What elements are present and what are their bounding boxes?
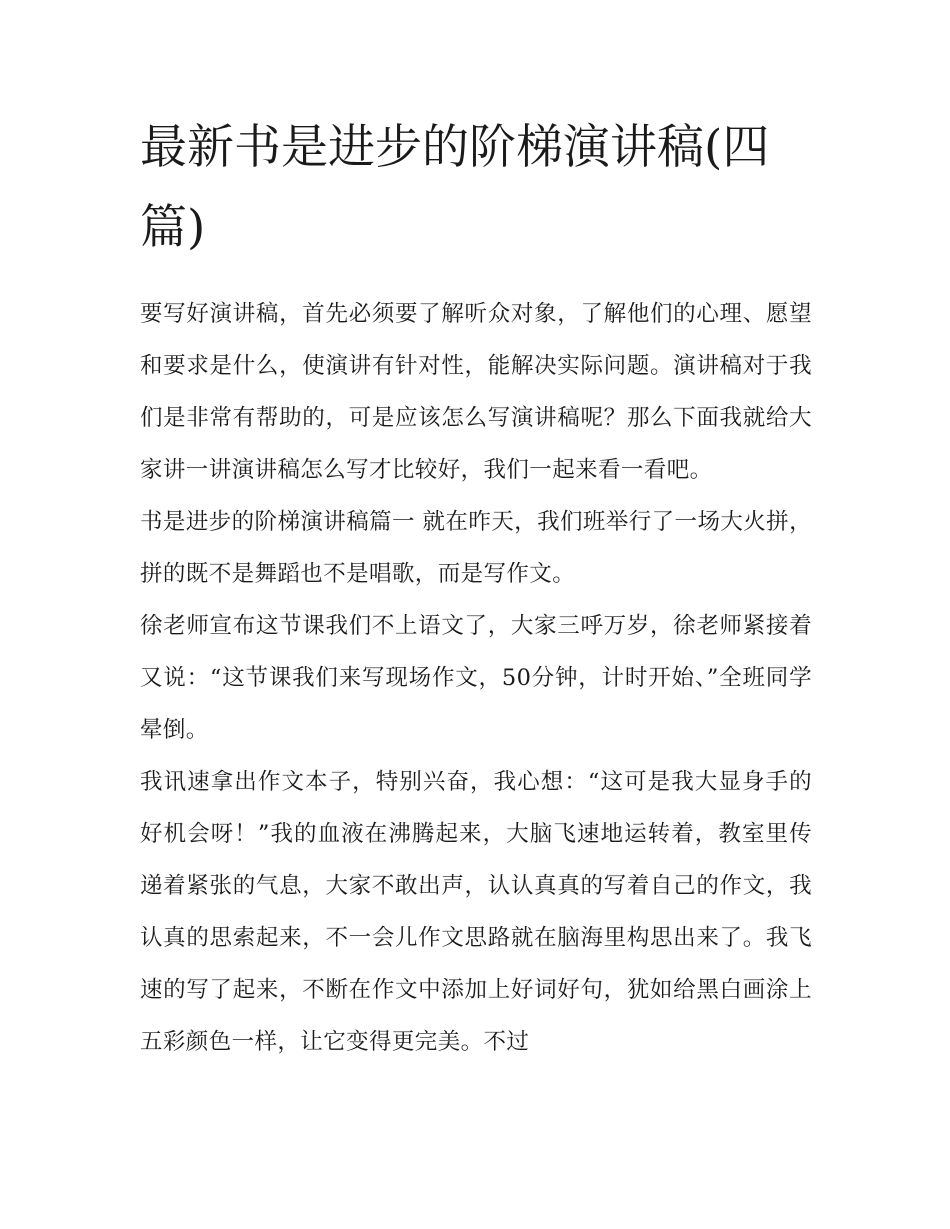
document-title: 最新书是进步的阶梯演讲稿(四篇) bbox=[140, 120, 770, 255]
paragraph-intro: 要写好演讲稿，首先必须要了解听众对象，了解他们的心理、愿望和要求是什么，使演讲有针对性，能解决实际问题。演讲稿对于我们是非常有帮助的，可是应该怎么写演讲稿呢？那么下面我就给大家讲一讲演讲稿怎么写才比较好，我们一起来看一看吧。 bbox=[140, 301, 812, 483]
title-block bbox=[140, 108, 812, 268]
document-page bbox=[140, 108, 812, 1068]
paragraph-teacher-announcement: 徐老师宣布这节课我们不上语文了，大家三呼万岁，徐老师紧接着又说：“这节课我们来写现场作文，50分钟，计时开始、”全班同学晕倒。 bbox=[140, 613, 812, 743]
paragraph-speech-one-opening: 书是进步的阶梯演讲稿篇一 就在昨天，我们班举行了一场大火拼，拼的既不是舞蹈也不是唱歌，而是写作文。 bbox=[140, 509, 812, 587]
paragraph-writing-process: 我讯速拿出作文本子，特别兴奋，我心想：“这可是我大显身手的好机会呀！”我的血液在沸腾起来，大脑飞速地运转着，教室里传递着紧张的气息，大家不敢出声，认认真真的写着自己的作文，我认真的思索起来，不一会儿作文思路就在脑海里构思出来了。我飞速的写了起来，不断在作文中添加上好词好句，犹如给黑白画涂上五彩颜色一样，让它变得更完美。不过 bbox=[140, 769, 812, 1055]
